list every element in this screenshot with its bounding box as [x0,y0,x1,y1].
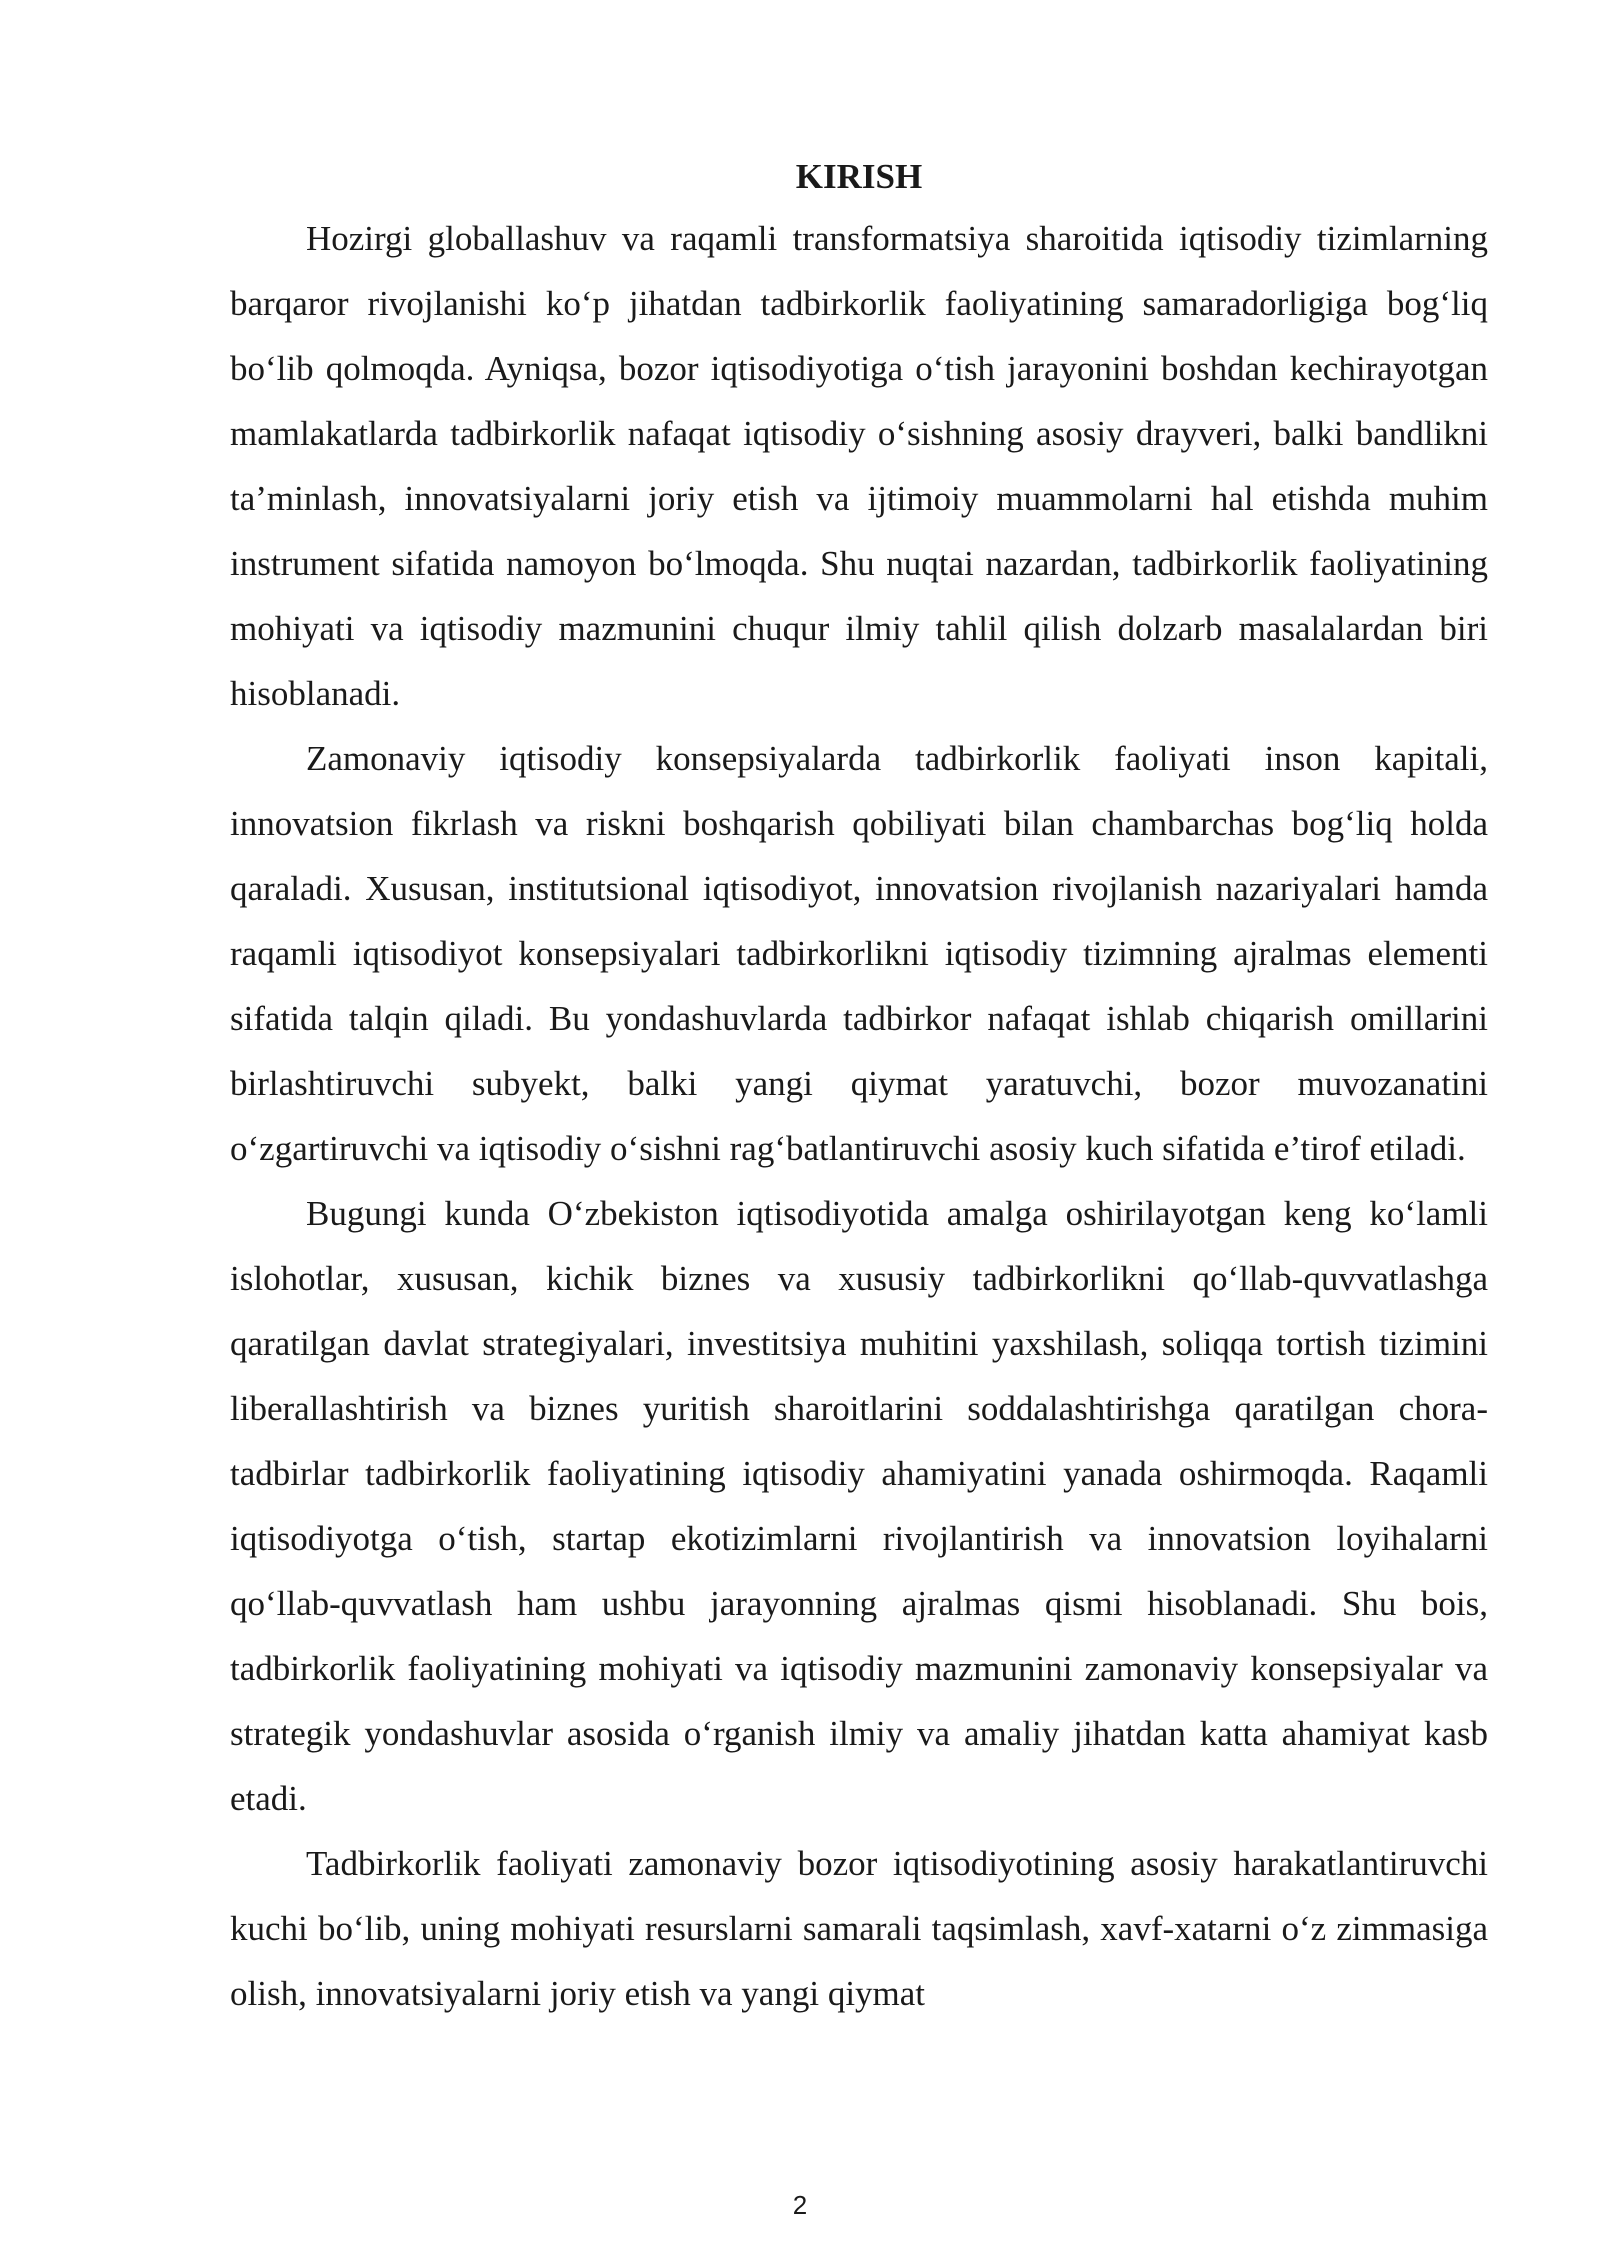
paragraph-1: Hozirgi globallashuv va raqamli transformatsiya sharoitida iqtisodiy tizimlarning barqaror rivojlanishi ko‘p jihatdan tadbirkorlik faoliyatining samaradorligiga bog‘liq bo‘lib qolmoqda. Ayniqsa, bozor iqtisodiyotiga o‘tish jarayonini boshdan kechirayotgan mamlakatlarda tadbirkorlik nafaqat iqtisodiy o‘sishning asosiy drayveri, balki bandlikni ta’minlash, innovatsiyalarni joriy etish va ijtimoiy muammolarni hal etishda muhim instrument sifatida namoyon bo‘lmoqda. Shu nuqtai nazardan, tadbirkorlik faoliyatining mohiyati va iqtisodiy mazmunini chuqur ilmiy tahlil qilish dolzarb masalalardan biri hisoblanadi. [230,219,1488,713]
page-number: 2 [792,2190,808,2220]
paragraph-4: Tadbirkorlik faoliyati zamonaviy bozor iqtisodiyotining asosiy harakatlantiruvchi kuchi bo‘lib, uning mohiyati resurslarni samarali taqsimlash, xavf-xatarni o‘z zimmasiga olish, innovatsiyalarni joriy etish va yangi qiymat [230,1844,1488,2013]
document-body [230,148,1488,2026]
paragraph-2: Zamonaviy iqtisodiy konsepsiyalarda tadbirkorlik faoliyati inson kapitali, innovatsion fikrlash va riskni boshqarish qobiliyati bilan chambarchas bog‘liq holda qaraladi. Xususan, institutsional iqtisodiyot, innovatsion rivojlanish nazariyalari hamda raqamli iqtisodiyot konsepsiyalari tadbirkorlikni iqtisodiy tizimning ajralmas elementi sifatida talqin qiladi. Bu yondashuvlarda tadbirkor nafaqat ishlab chiqarish omillarini birlashtiruvchi subyekt, balki yangi qiymat yaratuvchi, bozor muvozanatini o‘zgartiruvchi va iqtisodiy o‘sishni rag‘batlantiruvchi asosiy kuch sifatida e’tirof etiladi. [230,739,1488,1168]
paragraph-3: Bugungi kunda O‘zbekiston iqtisodiyotida amalga oshirilayotgan keng ko‘lamli islohotlar, xususan, kichik biznes va xususiy tadbirkorlikni qo‘llab-quvvatlashga qaratilgan davlat strategiyalari, investitsiya muhitini yaxshilash, soliqqa tortish tizimini liberallashtirish va biznes yuritish sharoitlarini soddalashtirishga qaratilgan chora-tadbirlar tadbirkorlik faoliyatining iqtisodiy ahamiyatini yanada oshirmoqda. Raqamli iqtisodiyotga o‘tish, startap ekotizimlarni rivojlantirish va innovatsion loyihalarni qo‘llab-quvvatlash ham ushbu jarayonning ajralmas qismi hisoblanadi. Shu bois, tadbirkorlik faoliyatining mohiyati va iqtisodiy mazmunini zamonaviy konsepsiyalar va strategik yondashuvlar asosida o‘rganish ilmiy va amaliy jihatdan katta ahamiyat kasb etadi. [230,1194,1488,1818]
page-heading: KIRISH [795,157,923,196]
